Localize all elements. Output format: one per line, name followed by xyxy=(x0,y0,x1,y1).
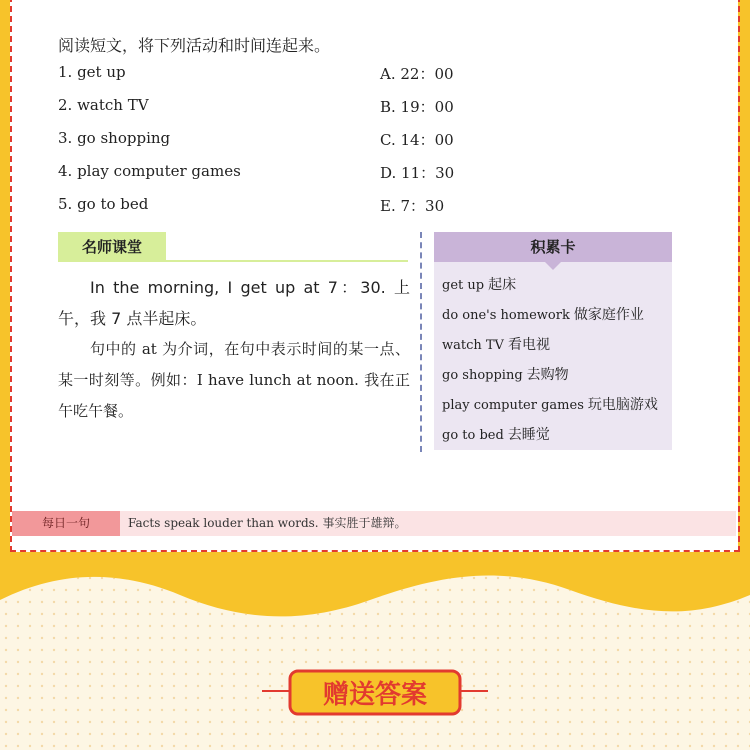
teacher-explanation-paragraph: 句中的 at 为介词，在句中表示时间的某一点、某一时刻等。例如：I have lunch at noon. 我在正午吃午餐。 xyxy=(58,340,410,420)
teacher-section-title: 名师课堂 xyxy=(58,232,166,262)
activity-label: 4. play computer games xyxy=(58,162,241,180)
activity-label: 5. go to bed xyxy=(58,195,149,213)
vocab-item xyxy=(442,274,516,294)
vocab-chinese: 去睡觉 xyxy=(507,427,550,443)
match-row xyxy=(58,96,498,118)
section-divider xyxy=(420,232,422,452)
vocab-english: go to bed xyxy=(442,428,504,443)
match-row xyxy=(58,162,498,184)
vocab-item xyxy=(442,334,550,354)
match-row xyxy=(58,129,498,151)
teacher-section-body xyxy=(58,272,410,427)
instruction-text: 阅读短文，将下列活动和时间连起来。 xyxy=(58,36,331,55)
activity-label: 1. get up xyxy=(58,63,126,81)
wavy-footer-background xyxy=(0,560,750,750)
time-option: E. 7：30 xyxy=(380,197,445,215)
vocab-chinese: 玩电脑游戏 xyxy=(587,397,658,413)
vocab-card-title: 积累卡 xyxy=(434,232,672,262)
time-option: D. 11：30 xyxy=(380,164,455,182)
activity-label: 2. watch TV xyxy=(58,96,149,114)
match-row xyxy=(58,63,498,85)
vocab-item xyxy=(442,304,644,324)
vocab-title-pointer xyxy=(545,262,561,270)
vocab-chinese: 做家庭作业 xyxy=(573,307,644,323)
daily-quote-text: Facts speak louder than words. 事实胜于雄辩。 xyxy=(128,516,407,530)
teacher-example-paragraph: In the morning, I get up at 7：30. 上午，我 7 点半起床。 xyxy=(58,278,410,328)
time-option: C. 14：00 xyxy=(380,131,454,149)
vocab-chinese: 看电视 xyxy=(507,337,550,353)
teacher-section-header xyxy=(58,232,408,262)
answer-banner xyxy=(272,665,478,720)
vocab-english: go shopping xyxy=(442,368,523,383)
match-row xyxy=(58,195,498,217)
vocab-english: watch TV xyxy=(442,338,504,353)
teacher-header-underline xyxy=(166,260,408,262)
time-option: A. 22：00 xyxy=(380,65,454,83)
vocab-card xyxy=(434,232,672,450)
daily-quote-label: 每日一句 xyxy=(12,511,120,536)
activity-label: 3. go shopping xyxy=(58,129,171,147)
vocab-english: play computer games xyxy=(442,398,584,413)
vocab-chinese: 起床 xyxy=(488,277,517,293)
vocab-item xyxy=(442,364,569,384)
vocab-item xyxy=(442,424,550,444)
vocab-chinese: 去购物 xyxy=(526,367,569,383)
vocab-english: get up xyxy=(442,278,485,293)
time-option: B. 19：00 xyxy=(380,98,454,116)
vocab-english: do one's homework xyxy=(442,308,570,323)
daily-quote-bar xyxy=(12,511,736,536)
vocab-item xyxy=(442,394,658,414)
answer-banner-text: 赠送答案 xyxy=(322,680,428,710)
